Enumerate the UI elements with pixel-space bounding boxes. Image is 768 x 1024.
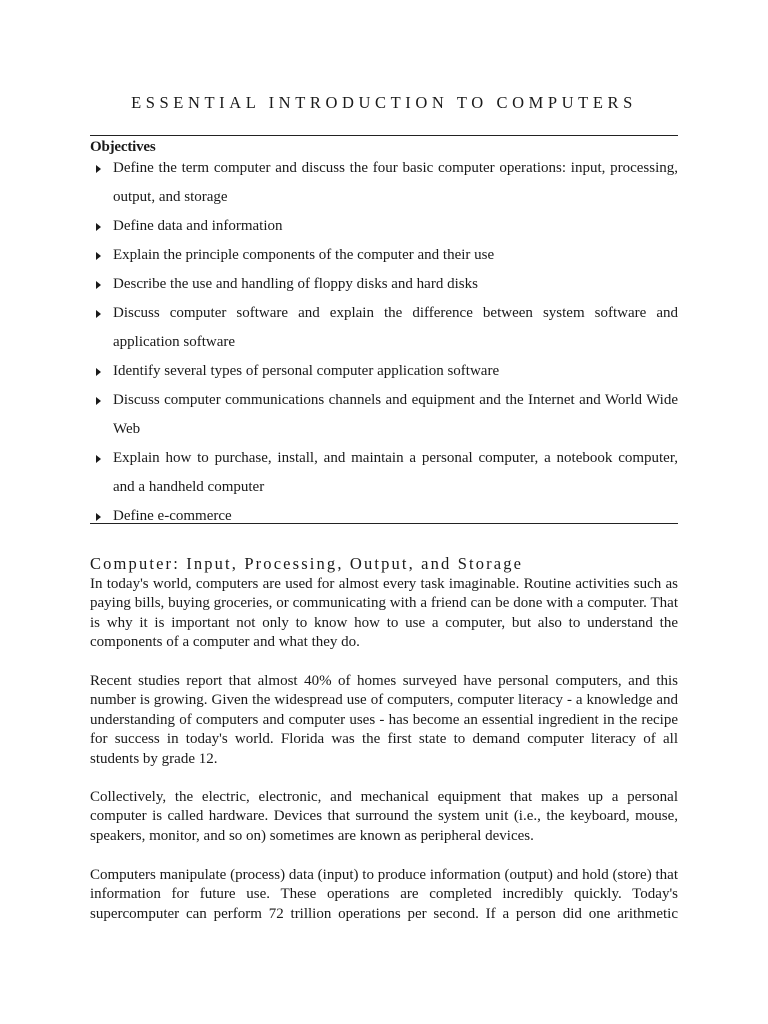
objective-text: Define e-commerce <box>113 508 232 524</box>
objectives-heading: Objectives <box>90 139 156 155</box>
objective-text: Explain the principle components of the computer and their use <box>113 247 495 263</box>
triangle-bullet-icon <box>96 310 101 318</box>
objective-text: Define the term computer and discuss the four basic computer operations: input, processing, output, and storage <box>113 160 678 205</box>
document-title: ESSENTIAL INTRODUCTION TO COMPUTERS <box>131 93 637 112</box>
objective-text: Identify several types of personal computer application software <box>113 363 500 379</box>
objective-item <box>90 154 678 212</box>
objective-item <box>90 502 678 531</box>
objective-text: Describe the use and handling of floppy disks and hard disks <box>113 276 478 292</box>
objective-text: Define data and information <box>113 218 283 234</box>
triangle-bullet-icon <box>96 281 101 289</box>
objective-item <box>90 357 678 386</box>
section-heading: Computer: Input, Processing, Output, and Storage <box>90 554 524 573</box>
triangle-bullet-icon <box>96 397 101 405</box>
objective-item <box>90 212 678 241</box>
objective-item <box>90 299 678 357</box>
objective-item <box>90 386 678 444</box>
objective-item <box>90 241 678 270</box>
objective-text: Discuss computer communications channels and equipment and the Internet and World Wide Web <box>113 392 678 437</box>
objectives-list <box>90 154 678 531</box>
triangle-bullet-icon <box>96 368 101 376</box>
objectives-box <box>90 135 678 524</box>
triangle-bullet-icon <box>96 223 101 231</box>
triangle-bullet-icon <box>96 252 101 260</box>
objective-text: Discuss computer software and explain the difference between system software and application software <box>113 305 678 350</box>
body-paragraph: Computers manipulate (process) data (input) to produce information (output) and hold (store) that information for future use. These operations are completed incredibly quickly. Today's supercomputer can perform 72 trillion operations per second. If a person did one arithmetic <box>90 867 678 922</box>
triangle-bullet-icon <box>96 455 101 463</box>
objective-text: Explain how to purchase, install, and maintain a personal computer, a notebook computer, and a handheld computer <box>113 450 678 495</box>
body-paragraph: Recent studies report that almost 40% of homes surveyed have personal computers, and this number is growing. Given the widespread use of computers, computer literacy - a knowledge and understanding of computers and computer uses - has become an essential ingredient in the recipe for success in today's world. Florida was the first state to demand computer literacy of all students by grade 12. <box>90 673 678 767</box>
body-paragraph: In today's world, computers are used for almost every task imaginable. Routine activities such as paying bills, buying groceries, or communicating with a friend can be done with a computer. That is why it is important not only to know how to use a computer, but also to understand the components of a computer and what they do. <box>90 576 678 651</box>
objective-item <box>90 444 678 502</box>
triangle-bullet-icon <box>96 513 101 521</box>
objective-item <box>90 270 678 299</box>
body-paragraph: Collectively, the electric, electronic, and mechanical equipment that makes up a personal computer is called hardware. Devices that surround the system unit (i.e., the keyboard, mouse, speakers, monitor, and so on) sometimes are known as peripheral devices. <box>90 789 678 844</box>
triangle-bullet-icon <box>96 165 101 173</box>
